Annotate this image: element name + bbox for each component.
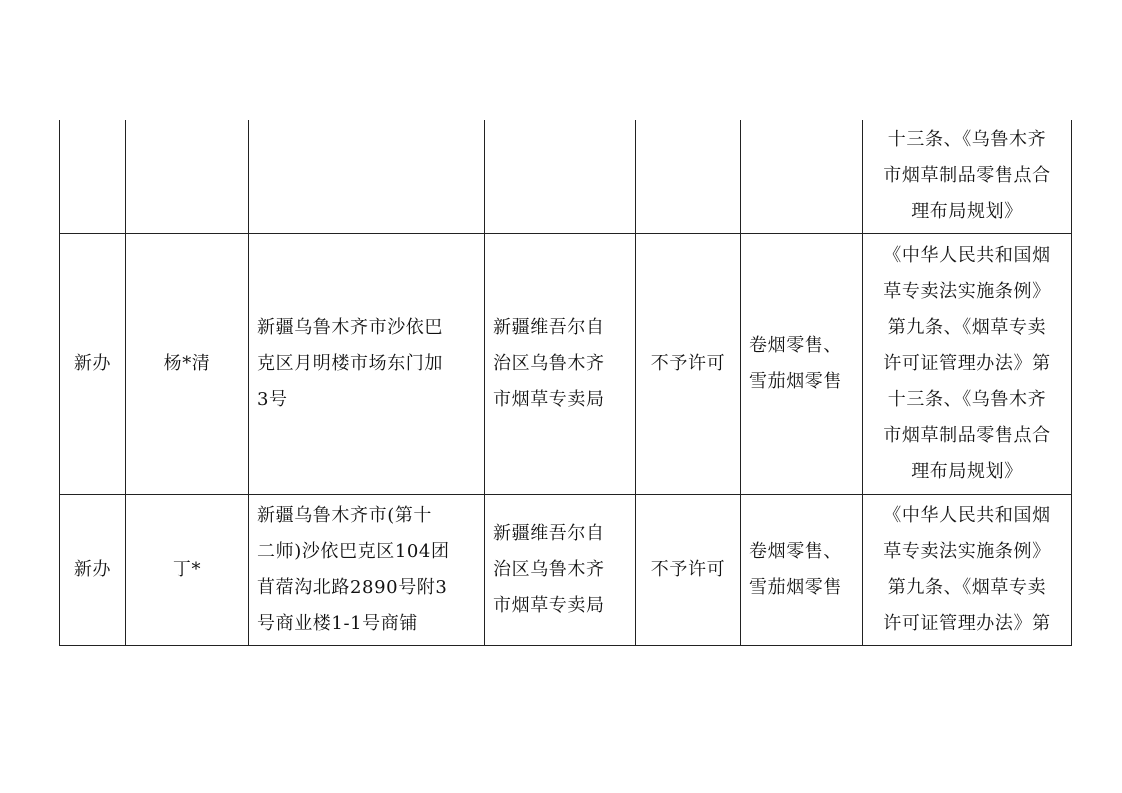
legal-basis-line: 十三条、《乌鲁木齐 <box>887 388 1047 410</box>
legal-basis-line: 第九条、《烟草专卖 <box>887 316 1047 338</box>
table-row <box>60 494 1072 645</box>
cell-authority <box>485 494 636 645</box>
cell-address <box>249 120 485 233</box>
cell-authority <box>485 233 636 494</box>
cell-scope <box>741 233 863 494</box>
cell-name: 杨*清 <box>126 233 249 494</box>
table-row <box>60 120 1072 233</box>
cell-name <box>126 120 249 233</box>
legal-basis-line: 市烟草制品零售点合 <box>883 424 1051 446</box>
authority-line: 治区乌鲁木齐 <box>493 558 605 580</box>
legal-basis-line: 第九条、《烟草专卖 <box>887 576 1047 598</box>
cell-scope <box>741 494 863 645</box>
cell-type: 新办 <box>60 233 126 494</box>
scope-line: 雪茄烟零售 <box>749 576 842 598</box>
legal-basis-line: 理布局规划》 <box>911 460 1023 482</box>
legal-basis-line: 十三条、《乌鲁木齐 <box>887 129 1047 151</box>
scope-line: 卷烟零售、 <box>749 540 842 562</box>
cell-decision: 不予许可 <box>636 494 741 645</box>
cell-decision <box>636 120 741 233</box>
legal-basis-line: 许可证管理办法》第 <box>883 612 1051 634</box>
legal-basis-line: 《中华人民共和国烟 <box>883 504 1051 526</box>
address-line: 克区月明楼市场东门加 <box>257 352 443 374</box>
legal-basis-line: 《中华人民共和国烟 <box>883 244 1051 266</box>
legal-basis-line: 草专卖法实施条例》 <box>883 540 1051 562</box>
authority-line: 治区乌鲁木齐 <box>493 352 605 374</box>
address-line: 新疆乌鲁木齐市沙依巴 <box>257 316 443 338</box>
authority-line: 新疆维吾尔自 <box>493 316 605 338</box>
cell-address <box>249 494 485 645</box>
cell-scope <box>741 120 863 233</box>
scope-line: 卷烟零售、 <box>749 334 842 356</box>
address-line: 苜蓿沟北路2890号附3 <box>257 576 448 598</box>
cell-legal-basis <box>863 233 1072 494</box>
table-row <box>60 233 1072 494</box>
address-line: 新疆乌鲁木齐市(第十 <box>257 504 433 526</box>
authority-line: 新疆维吾尔自 <box>493 522 605 544</box>
legal-basis-line: 草专卖法实施条例》 <box>883 280 1051 302</box>
cell-address <box>249 233 485 494</box>
legal-basis-line: 许可证管理办法》第 <box>883 352 1051 374</box>
address-line: 号商业楼1-1号商铺 <box>257 612 418 634</box>
address-line: 3号 <box>257 388 288 410</box>
cell-name: 丁* <box>126 494 249 645</box>
legal-basis-line: 理布局规划》 <box>911 201 1023 223</box>
authority-line: 市烟草专卖局 <box>493 594 605 616</box>
permit-decision-table <box>59 120 1072 646</box>
address-line: 二师)沙依巴克区104团 <box>257 540 450 562</box>
authority-line: 市烟草专卖局 <box>493 388 605 410</box>
cell-type: 新办 <box>60 494 126 645</box>
cell-type <box>60 120 126 233</box>
cell-legal-basis <box>863 494 1072 645</box>
scope-line: 雪茄烟零售 <box>749 370 842 392</box>
cell-authority <box>485 120 636 233</box>
legal-basis-line: 市烟草制品零售点合 <box>883 165 1051 187</box>
cell-decision: 不予许可 <box>636 233 741 494</box>
cell-legal-basis <box>863 120 1072 233</box>
